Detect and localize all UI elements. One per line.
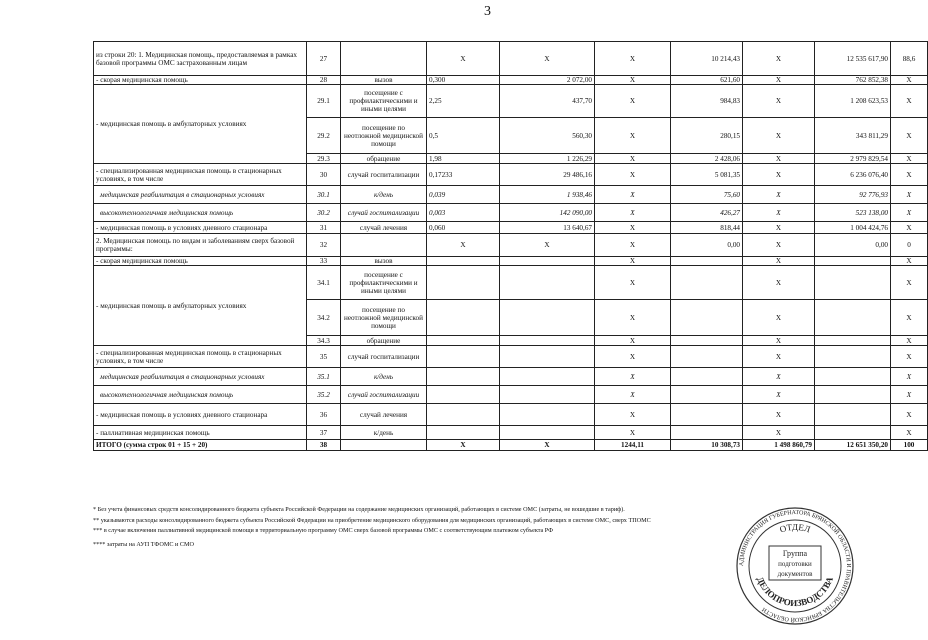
value-cell — [427, 426, 500, 440]
svg-text:ДЕЛОПРОИЗВОДСТВА: ДЕЛОПРОИЗВОДСТВА — [755, 575, 836, 609]
value-cell — [815, 404, 891, 426]
value-cell: Х — [891, 368, 928, 386]
value-cell: 560,30 — [500, 118, 595, 154]
value-cell: 6 236 076,40 — [815, 164, 891, 186]
unit-cell: к/день — [341, 186, 427, 204]
row-number: 29.2 — [307, 118, 341, 154]
table-row — [94, 346, 928, 368]
row-number: 27 — [307, 42, 341, 76]
row-number: 32 — [307, 234, 341, 257]
unit-cell: посещение с профилактическими и иными целями — [341, 85, 427, 118]
svg-text:документов: документов — [777, 570, 813, 578]
value-cell — [815, 386, 891, 404]
expenses-table — [93, 41, 928, 451]
svg-text:ОТДЕЛ: ОТДЕЛ — [778, 521, 812, 535]
value-cell: Х — [743, 76, 815, 85]
row-label: ИТОГО (сумма строк 01 + 15 + 20) — [94, 440, 307, 451]
value-cell: Х — [891, 266, 928, 300]
table-row — [94, 42, 928, 76]
footnote-2: ** указываются расходы консолидированного бюджета субъекта Российской Федерации на приобретение медицинского оборудования для медицинских организаций, работающих в системе ОМС, сверх ТПОМС — [93, 516, 651, 524]
office-stamp — [735, 506, 855, 626]
value-cell: Х — [427, 234, 500, 257]
value-cell: 1 004 424,76 — [815, 222, 891, 234]
value-cell: 2 072,00 — [500, 76, 595, 85]
value-cell: Х — [595, 154, 671, 164]
row-label: - медицинская помощь в условиях дневного стационара — [94, 404, 307, 426]
value-cell — [815, 426, 891, 440]
value-cell: Х — [743, 404, 815, 426]
row-label: - скорая медицинская помощь — [94, 76, 307, 85]
value-cell: 12 535 617,90 — [815, 42, 891, 76]
value-cell: 1 938,46 — [500, 186, 595, 204]
value-cell — [427, 266, 500, 300]
value-cell: Х — [743, 368, 815, 386]
table-row — [94, 404, 928, 426]
value-cell: Х — [891, 257, 928, 266]
value-cell: Х — [891, 76, 928, 85]
value-cell: Х — [595, 368, 671, 386]
value-cell — [815, 368, 891, 386]
value-cell — [671, 336, 743, 346]
value-cell: Х — [595, 346, 671, 368]
row-number: 33 — [307, 257, 341, 266]
value-cell: Х — [891, 346, 928, 368]
value-cell — [427, 386, 500, 404]
row-number: 28 — [307, 76, 341, 85]
value-cell: Х — [427, 42, 500, 76]
value-cell: 0,00 — [671, 234, 743, 257]
value-cell — [427, 404, 500, 426]
table-row — [94, 76, 928, 85]
unit-cell: посещение с профилактическими и иными целями — [341, 266, 427, 300]
row-label: медицинская реабилитация в стационарных условиях — [94, 368, 307, 386]
table-row — [94, 368, 928, 386]
row-label: из строки 20: 1. Медицинская помощь, предоставляемая в рамках базовой программы ОМС застрахованным лицам — [94, 42, 307, 76]
value-cell: 0 — [891, 234, 928, 257]
unit-cell — [341, 440, 427, 451]
value-cell: 0,039 — [427, 186, 500, 204]
value-cell: Х — [743, 336, 815, 346]
row-label: 2. Медицинская помощь по видам и заболеваниям сверх базовой программы: — [94, 234, 307, 257]
value-cell: 5 081,35 — [671, 164, 743, 186]
unit-cell: обращение — [341, 154, 427, 164]
value-cell: Х — [595, 300, 671, 336]
value-cell: Х — [500, 440, 595, 451]
table-row — [94, 85, 928, 118]
value-cell: 75,60 — [671, 186, 743, 204]
value-cell — [815, 336, 891, 346]
value-cell: Х — [891, 186, 928, 204]
value-cell: 818,44 — [671, 222, 743, 234]
row-label: - специализированная медицинская помощь в стационарных условиях, в том числе — [94, 346, 307, 368]
svg-text:Группа: Группа — [782, 549, 808, 558]
table-row — [94, 222, 928, 234]
value-cell: Х — [595, 222, 671, 234]
value-cell — [671, 426, 743, 440]
value-cell: Х — [595, 386, 671, 404]
unit-cell — [341, 234, 427, 257]
value-cell: 10 308,73 — [671, 440, 743, 451]
value-cell: Х — [595, 186, 671, 204]
value-cell: 762 852,38 — [815, 76, 891, 85]
row-number: 37 — [307, 426, 341, 440]
row-label: - паллиативная медицинская помощь — [94, 426, 307, 440]
value-cell: 621,60 — [671, 76, 743, 85]
value-cell — [500, 404, 595, 426]
value-cell: 2 979 829,54 — [815, 154, 891, 164]
value-cell: Х — [743, 154, 815, 164]
value-cell: Х — [743, 186, 815, 204]
value-cell: 29 486,16 — [500, 164, 595, 186]
row-label: высокотехнологичная медицинская помощь — [94, 386, 307, 404]
table-row — [94, 164, 928, 186]
unit-cell: посещение по неотложной медицинской помощи — [341, 118, 427, 154]
value-cell: Х — [891, 336, 928, 346]
value-cell — [500, 257, 595, 266]
value-cell: Х — [743, 300, 815, 336]
value-cell: 1 226,29 — [500, 154, 595, 164]
value-cell: Х — [743, 42, 815, 76]
value-cell: Х — [595, 164, 671, 186]
value-cell: 10 214,43 — [671, 42, 743, 76]
value-cell — [671, 266, 743, 300]
value-cell: Х — [595, 426, 671, 440]
value-cell — [815, 300, 891, 336]
value-cell — [671, 368, 743, 386]
value-cell: 88,6 — [891, 42, 928, 76]
value-cell: 523 138,00 — [815, 204, 891, 222]
value-cell: Х — [891, 164, 928, 186]
unit-cell: к/день — [341, 426, 427, 440]
unit-cell: случай госпитализации — [341, 346, 427, 368]
value-cell: Х — [891, 386, 928, 404]
row-label: высокотехнологичная медицинская помощь — [94, 204, 307, 222]
value-cell: Х — [595, 404, 671, 426]
value-cell — [427, 257, 500, 266]
value-cell: Х — [891, 154, 928, 164]
value-cell: Х — [595, 257, 671, 266]
value-cell: Х — [891, 300, 928, 336]
value-cell — [671, 386, 743, 404]
page-number: 3 — [484, 4, 491, 19]
row-label: медицинская реабилитация в стационарных условиях — [94, 186, 307, 204]
svg-text:АДМИНИСТРАЦИЯ ГУБЕРНАТОРА БРЯН: АДМИНИСТРАЦИЯ ГУБЕРНАТОРА БРЯНСКОЙ ОБЛАСТИ И ПРАВИТЕЛЬСТВА БРЯНСКОЙ ОБЛАСТИ — [738, 509, 852, 623]
value-cell: Х — [743, 164, 815, 186]
value-cell: 343 811,29 — [815, 118, 891, 154]
value-cell: Х — [500, 234, 595, 257]
value-cell — [815, 257, 891, 266]
footnote-4: **** затраты на АУП ТФОМС и СМО — [93, 540, 194, 548]
value-cell: 0,060 — [427, 222, 500, 234]
value-cell: 13 640,67 — [500, 222, 595, 234]
value-cell: 1,98 — [427, 154, 500, 164]
value-cell — [427, 368, 500, 386]
value-cell: Х — [743, 346, 815, 368]
value-cell: Х — [595, 204, 671, 222]
value-cell: 1244,11 — [595, 440, 671, 451]
row-number: 35.2 — [307, 386, 341, 404]
value-cell — [427, 346, 500, 368]
value-cell — [671, 257, 743, 266]
value-cell: 142 090,00 — [500, 204, 595, 222]
value-cell: Х — [743, 118, 815, 154]
value-cell: Х — [427, 440, 500, 451]
row-number: 29.3 — [307, 154, 341, 164]
value-cell: Х — [891, 204, 928, 222]
value-cell: 92 776,93 — [815, 186, 891, 204]
value-cell — [427, 336, 500, 346]
unit-cell: вызов — [341, 257, 427, 266]
value-cell — [427, 300, 500, 336]
table-row — [94, 426, 928, 440]
value-cell: Х — [595, 336, 671, 346]
value-cell — [671, 300, 743, 336]
row-number: 31 — [307, 222, 341, 234]
value-cell: 437,70 — [500, 85, 595, 118]
value-cell: Х — [595, 118, 671, 154]
value-cell: 0,00 — [815, 234, 891, 257]
value-cell: Х — [743, 266, 815, 300]
value-cell — [500, 386, 595, 404]
value-cell: Х — [891, 118, 928, 154]
value-cell: 0,17233 — [427, 164, 500, 186]
value-cell: Х — [595, 76, 671, 85]
table-row — [94, 266, 928, 300]
unit-cell: случай госпитализации — [341, 386, 427, 404]
row-number: 35 — [307, 346, 341, 368]
value-cell: 0,5 — [427, 118, 500, 154]
value-cell: Х — [743, 257, 815, 266]
value-cell — [500, 300, 595, 336]
unit-cell: посещение по неотложной медицинской помощи — [341, 300, 427, 336]
table-row — [94, 204, 928, 222]
value-cell: Х — [891, 404, 928, 426]
row-number: 34.3 — [307, 336, 341, 346]
row-number: 29.1 — [307, 85, 341, 118]
value-cell: Х — [743, 426, 815, 440]
unit-cell: случай госпитализации — [341, 204, 427, 222]
value-cell: 100 — [891, 440, 928, 451]
footnote-1: * Без учета финансовых средств консолидированного бюджета субъекта Российской Федерации на содержание медицинских организаций, работающих в системе ОМС (затраты, не вошедшие в тариф). — [93, 506, 625, 513]
row-number: 35.1 — [307, 368, 341, 386]
row-number: 30.2 — [307, 204, 341, 222]
unit-cell: случай лечения — [341, 222, 427, 234]
value-cell: Х — [595, 234, 671, 257]
row-number: 34.2 — [307, 300, 341, 336]
value-cell: 0,300 — [427, 76, 500, 85]
unit-cell: случай лечения — [341, 404, 427, 426]
unit-cell — [341, 42, 427, 76]
value-cell — [500, 266, 595, 300]
row-label: - скорая медицинская помощь — [94, 257, 307, 266]
unit-cell: случай госпитализации — [341, 164, 427, 186]
row-number: 30.1 — [307, 186, 341, 204]
value-cell: 984,83 — [671, 85, 743, 118]
value-cell: 1 498 860,79 — [743, 440, 815, 451]
value-cell — [500, 368, 595, 386]
value-cell — [500, 426, 595, 440]
unit-cell: к/день — [341, 368, 427, 386]
value-cell: Х — [743, 386, 815, 404]
value-cell: Х — [500, 42, 595, 76]
value-cell — [500, 346, 595, 368]
value-cell: Х — [743, 234, 815, 257]
row-label: - медицинская помощь в амбулаторных условиях — [94, 266, 307, 346]
value-cell: 12 651 350,20 — [815, 440, 891, 451]
unit-cell: обращение — [341, 336, 427, 346]
value-cell: Х — [891, 426, 928, 440]
table-row — [94, 257, 928, 266]
table-row — [94, 234, 928, 257]
row-label: - медицинская помощь в условиях дневного стационара — [94, 222, 307, 234]
row-label: - специализированная медицинская помощь в стационарных условиях, в том числе — [94, 164, 307, 186]
value-cell — [815, 266, 891, 300]
value-cell: 2,25 — [427, 85, 500, 118]
svg-text:подготовки: подготовки — [778, 560, 812, 568]
table-row — [94, 440, 928, 451]
row-number: 30 — [307, 164, 341, 186]
value-cell — [815, 346, 891, 368]
value-cell — [671, 404, 743, 426]
value-cell — [500, 336, 595, 346]
table-row — [94, 186, 928, 204]
value-cell: Х — [891, 222, 928, 234]
value-cell: Х — [891, 85, 928, 118]
value-cell: Х — [595, 42, 671, 76]
row-number: 34.1 — [307, 266, 341, 300]
row-number: 38 — [307, 440, 341, 451]
value-cell: 2 428,06 — [671, 154, 743, 164]
value-cell — [671, 346, 743, 368]
value-cell: 280,15 — [671, 118, 743, 154]
value-cell: Х — [743, 85, 815, 118]
value-cell: Х — [743, 222, 815, 234]
footnote-3: *** в случае включения паллиативной медицинской помощи в территориальную программу ОМС сверх базовой программы ОМС с соответствующим платежом субъекта РФ — [93, 527, 554, 534]
value-cell: 426,27 — [671, 204, 743, 222]
value-cell: Х — [595, 85, 671, 118]
row-label: - медицинская помощь в амбулаторных условиях — [94, 85, 307, 164]
value-cell: 0,003 — [427, 204, 500, 222]
value-cell: Х — [743, 204, 815, 222]
table-row — [94, 386, 928, 404]
value-cell: Х — [595, 266, 671, 300]
value-cell: 1 208 623,53 — [815, 85, 891, 118]
row-number: 36 — [307, 404, 341, 426]
unit-cell: вызов — [341, 76, 427, 85]
